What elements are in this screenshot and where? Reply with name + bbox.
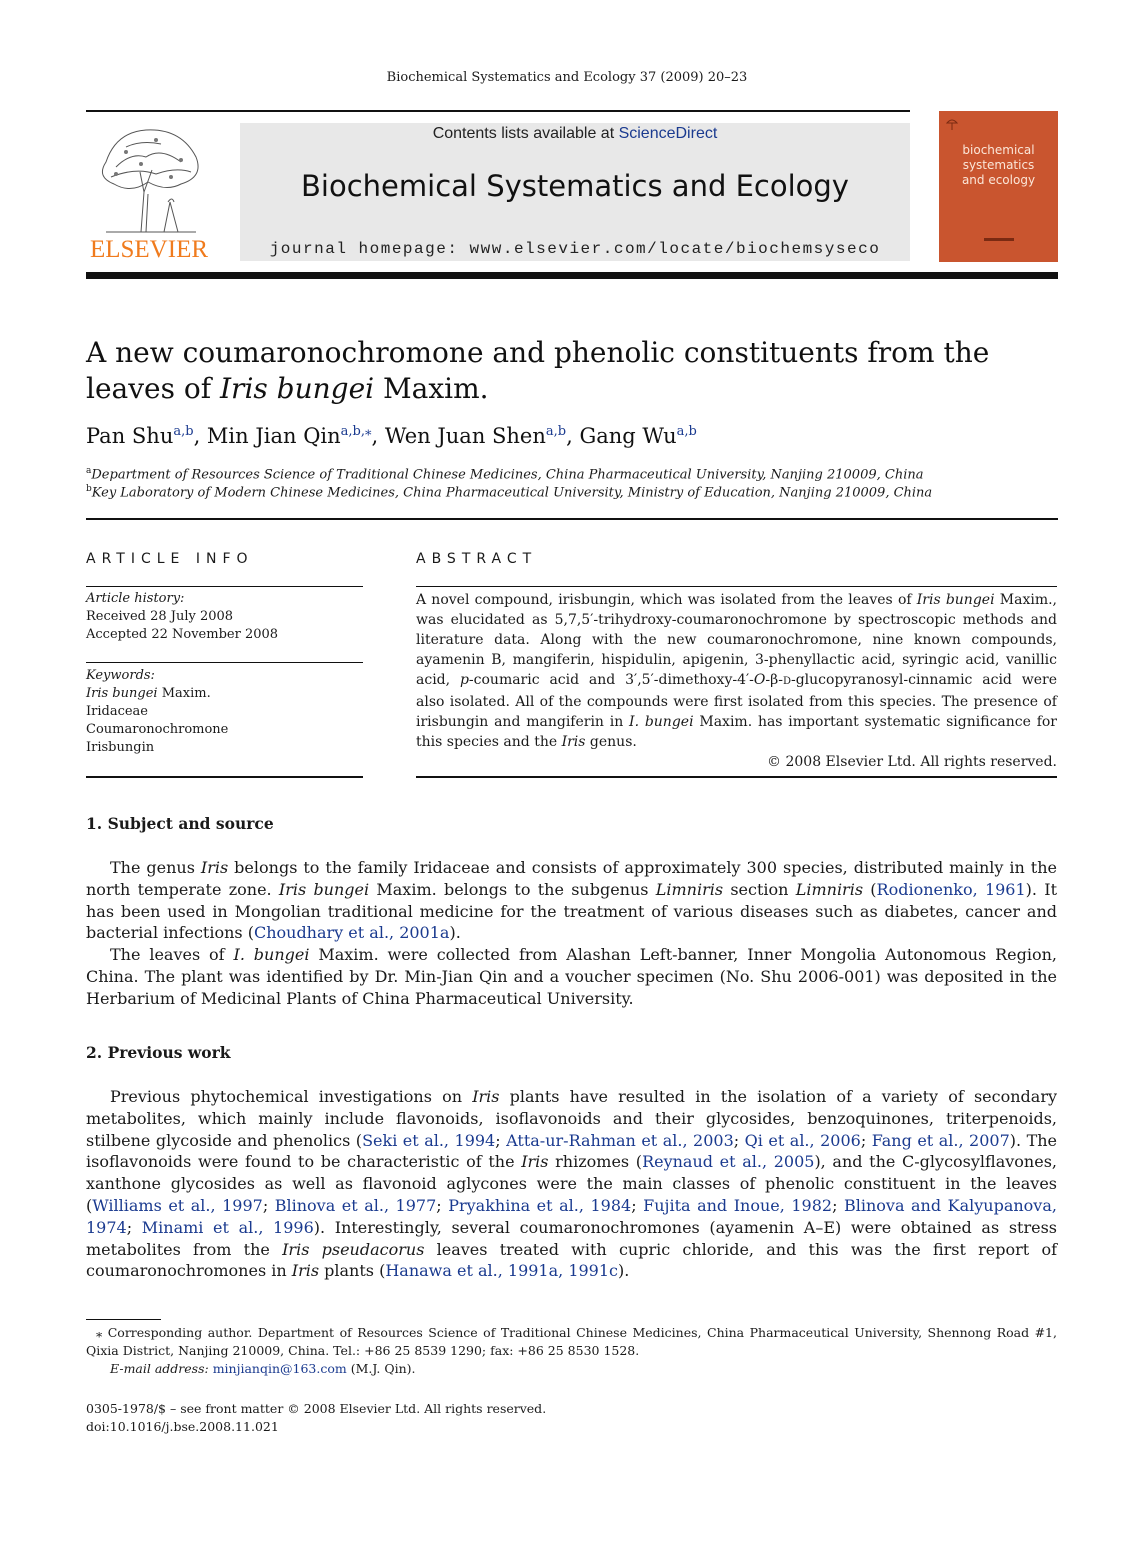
citation-link[interactable]: Blinova et al., 1977	[274, 1195, 437, 1215]
section-2-heading: 2. Previous work	[86, 1043, 231, 1062]
author-list	[86, 424, 697, 448]
keyword: Coumaronochromone	[86, 722, 229, 737]
author-affiliation-link[interactable]: a,b	[676, 424, 697, 439]
contents-line	[240, 125, 910, 143]
section-1-heading: 1. Subject and source	[86, 814, 274, 833]
author-separator: ,	[193, 424, 207, 448]
title-text-end: Maxim.	[374, 372, 489, 405]
citation-link[interactable]: Choudhary et al., 2001a	[253, 923, 450, 943]
affiliation-text: Key Laboratory of Modern Chinese Medicines, China Pharmaceutical University, Ministry of Education, Nanjing 210009, China	[91, 485, 933, 501]
cover-tree-icon	[945, 117, 959, 131]
article-info-heading: ARTICLE INFO	[86, 551, 254, 567]
affiliation-mark: b	[86, 484, 92, 494]
header-rule	[86, 110, 910, 112]
affiliation-b	[86, 484, 932, 500]
paragraph: The genus Iris belongs to the family Iridaceae and consists of approximately 300 species, distributed mainly in the north temperate zone. Iris bungei Maxim. belongs to the subgenus Limniris section Limniris (Rodionenko, 1961). It has been used in Mongolian traditional medicine for the treatment of various diseases such as diabetes, cancer and bacterial infections (Choudhary et al., 2001a).	[86, 858, 1058, 943]
keywords-label: Keywords:	[86, 668, 155, 683]
article-info-bottom-rule	[86, 776, 363, 778]
cover-title-line: and ecology	[961, 173, 1036, 187]
keyword: Iridaceae	[86, 704, 148, 719]
journal-banner	[240, 123, 910, 261]
abstract-text: A novel compound, irisbungin, which was isolated from the leaves of Iris bungei Maxim., was elucidated as 5,7,5′-trihydroxy-coumaronochromone by spectroscopic methods and literature data. Along with the new coumaronochromone, nine known compounds, ayamenin B, mangiferin, hispidulin, apigenin, 3-phenyllactic acid, syringic acid, vanillic acid, p-coumaric acid and 3′,5′-dimethoxy-4′-O-β-D-glucopyranosyl-cinnamic acid were also isolated. All of the compounds were first isolated from this species. The presence of irisbungin and mangiferin in I. bungei Maxim. has important systematic significance for this species and the Iris genus.	[416, 592, 1058, 750]
cover-title	[939, 143, 1058, 188]
citation-link[interactable]: Fujita and Inoue, 1982	[643, 1195, 833, 1215]
cover-title-line: systematics	[962, 158, 1035, 172]
article-history	[86, 590, 278, 644]
citation-link[interactable]: Reynaud et al., 2005	[642, 1152, 815, 1172]
article-title	[86, 335, 1066, 407]
citation-link[interactable]: Pryakhina et al., 1984	[448, 1195, 632, 1215]
footnote-mark: ⁎	[96, 1325, 103, 1340]
citation-link[interactable]: Atta-ur-Rahman et al., 2003	[506, 1130, 734, 1150]
keyword: Irisbungin	[86, 740, 155, 755]
front-divider	[86, 518, 1058, 520]
citation-link[interactable]: Seki et al., 1994	[362, 1130, 496, 1150]
journal-homepage[interactable]: journal homepage: www.elsevier.com/locate/biochemsyseco	[269, 240, 881, 258]
doi-line[interactable]: doi:10.1016/j.bse.2008.11.021	[86, 1419, 279, 1434]
citation-link[interactable]: Fang et al., 2007	[871, 1130, 1010, 1150]
citation-link[interactable]: Blinova and Kalyupanova, 1974	[86, 1195, 1057, 1237]
title-species: Iris bungei	[220, 372, 375, 405]
title-text: A new coumaronochromone and phenolic constituents from the leaves of	[86, 336, 990, 405]
keywords	[86, 667, 228, 757]
issn-line: 0305-1978/$ – see front matter © 2008 Elsevier Ltd. All rights reserved.	[86, 1401, 547, 1416]
email-suffix: (M.J. Qin).	[346, 1361, 416, 1376]
footnote-text: Corresponding author. Department of Resources Science of Traditional Chinese Medicines, China Pharmaceutical University, Shennong Road #1, Qixia District, Nanjing 210009, China. Tel.: +86 25 8539 1290; fax: +86 25 8530 1528.	[86, 1325, 1057, 1358]
accepted-date: Accepted 22 November 2008	[86, 627, 279, 642]
author-name: Wen Juan Shen	[384, 424, 546, 448]
abstract-rule	[416, 586, 1057, 587]
affiliation-mark: a	[86, 466, 92, 476]
keyword-italic: Iris bungei	[86, 686, 158, 701]
email-link[interactable]: minjianqin@163.com	[212, 1361, 347, 1376]
history-label: Article history:	[86, 591, 185, 606]
author-name: Gang Wu	[579, 424, 677, 448]
citation-link[interactable]: Qi et al., 2006	[744, 1130, 861, 1150]
section-2-body	[86, 1086, 1057, 1282]
abstract-heading: ABSTRACT	[416, 551, 538, 567]
abstract-body	[416, 590, 1057, 772]
author-name: Min Jian Qin	[206, 424, 341, 448]
author-separator: ,	[371, 424, 385, 448]
section-1-body	[86, 857, 1057, 1010]
email-label: E-mail address:	[110, 1361, 213, 1376]
elsevier-tree-icon	[86, 122, 212, 234]
paragraph: Previous phytochemical investigations on Iris plants have resulted in the isolation of a variety of secondary metabolites, which mainly include flavonoids, isoflavonoids and their glycosides, benzoquinones, triterpenoids, stilbene glycoside and phenolics (Seki et al., 1994; Atta-ur-Rahman et al., 2003; Qi et al., 2006; Fang et al., 2007). The isoflavonoids were found to be characteristic of the Iris rhizomes (Reynaud et al., 2005), and the C-glycosylflavones, xanthone glycosides as well as flavonoid aglycones were the main classes of phenolic constituent in the leaves (Williams et al., 1997; Blinova et al., 1977; Pryakhina et al., 1984; Fujita and Inoue, 1982; Blinova and Kalyupanova, 1974; Minami et al., 1996). Interestingly, several coumaronochromones (ayamenin A–E) were obtained as stress metabolites from the Iris pseudacorus leaves treated with cupric chloride, and this was the first report of coumaronochromones in Iris plants (Hanawa et al., 1991a, 1991c).	[86, 1087, 1058, 1281]
footnote-rule	[86, 1319, 161, 1320]
journal-name: Biochemical Systematics and Ecology	[301, 169, 849, 203]
header-thick-rule	[86, 272, 1058, 279]
received-date: Received 28 July 2008	[86, 609, 234, 624]
affiliation-text: Department of Resources Science of Traditional Chinese Medicines, China Pharmaceutical University, Nanjing 210009, China	[91, 467, 924, 483]
keywords-rule	[86, 662, 363, 663]
elsevier-logo[interactable]	[86, 122, 212, 264]
author-separator: ,	[566, 424, 580, 448]
abstract-bottom-rule	[416, 776, 1057, 778]
author-name: Pan Shu	[86, 424, 174, 448]
sciencedirect-link[interactable]: ScienceDirect	[618, 125, 718, 142]
author-affiliation-link[interactable]: a,b,⁎	[340, 424, 372, 439]
cover-sciencedirect-icon	[984, 235, 1014, 245]
contents-prefix: Contents lists available at	[432, 125, 619, 142]
corresponding-author-footnote	[86, 1324, 1057, 1378]
cover-title-line: biochemical	[962, 143, 1035, 157]
author-affiliation-link[interactable]: a,b	[545, 424, 567, 439]
abstract-copyright: © 2008 Elsevier Ltd. All rights reserved.	[767, 754, 1057, 770]
article-info-rule	[86, 586, 363, 587]
citation-link[interactable]: Hanawa et al., 1991a, 1991c	[385, 1261, 618, 1281]
journal-cover[interactable]	[939, 111, 1058, 262]
front-matter	[86, 1400, 546, 1436]
journal-citation: Biochemical Systematics and Ecology 37 (2009) 20–23	[386, 70, 748, 85]
citation-link[interactable]: Rodionenko, 1961	[876, 879, 1026, 899]
affiliation-a	[86, 466, 923, 482]
author-affiliation-link[interactable]: a,b	[173, 424, 194, 439]
citation-link[interactable]: Minami et al., 1996	[141, 1217, 314, 1237]
keyword-rest: Maxim.	[157, 686, 211, 701]
paragraph: The leaves of I. bungei Maxim. were collected from Alashan Left-banner, Inner Mongolia Autonomous Region, China. The plant was identified by Dr. Min-Jian Qin and a voucher specimen (No. Shu 2006-001) was deposited in the Herbarium of Medicinal Plants of China Pharmaceutical University.	[86, 945, 1058, 1008]
keyword	[86, 685, 228, 703]
citation-link[interactable]: Williams et al., 1997	[92, 1195, 263, 1215]
elsevier-wordmark: ELSEVIER	[89, 236, 209, 263]
